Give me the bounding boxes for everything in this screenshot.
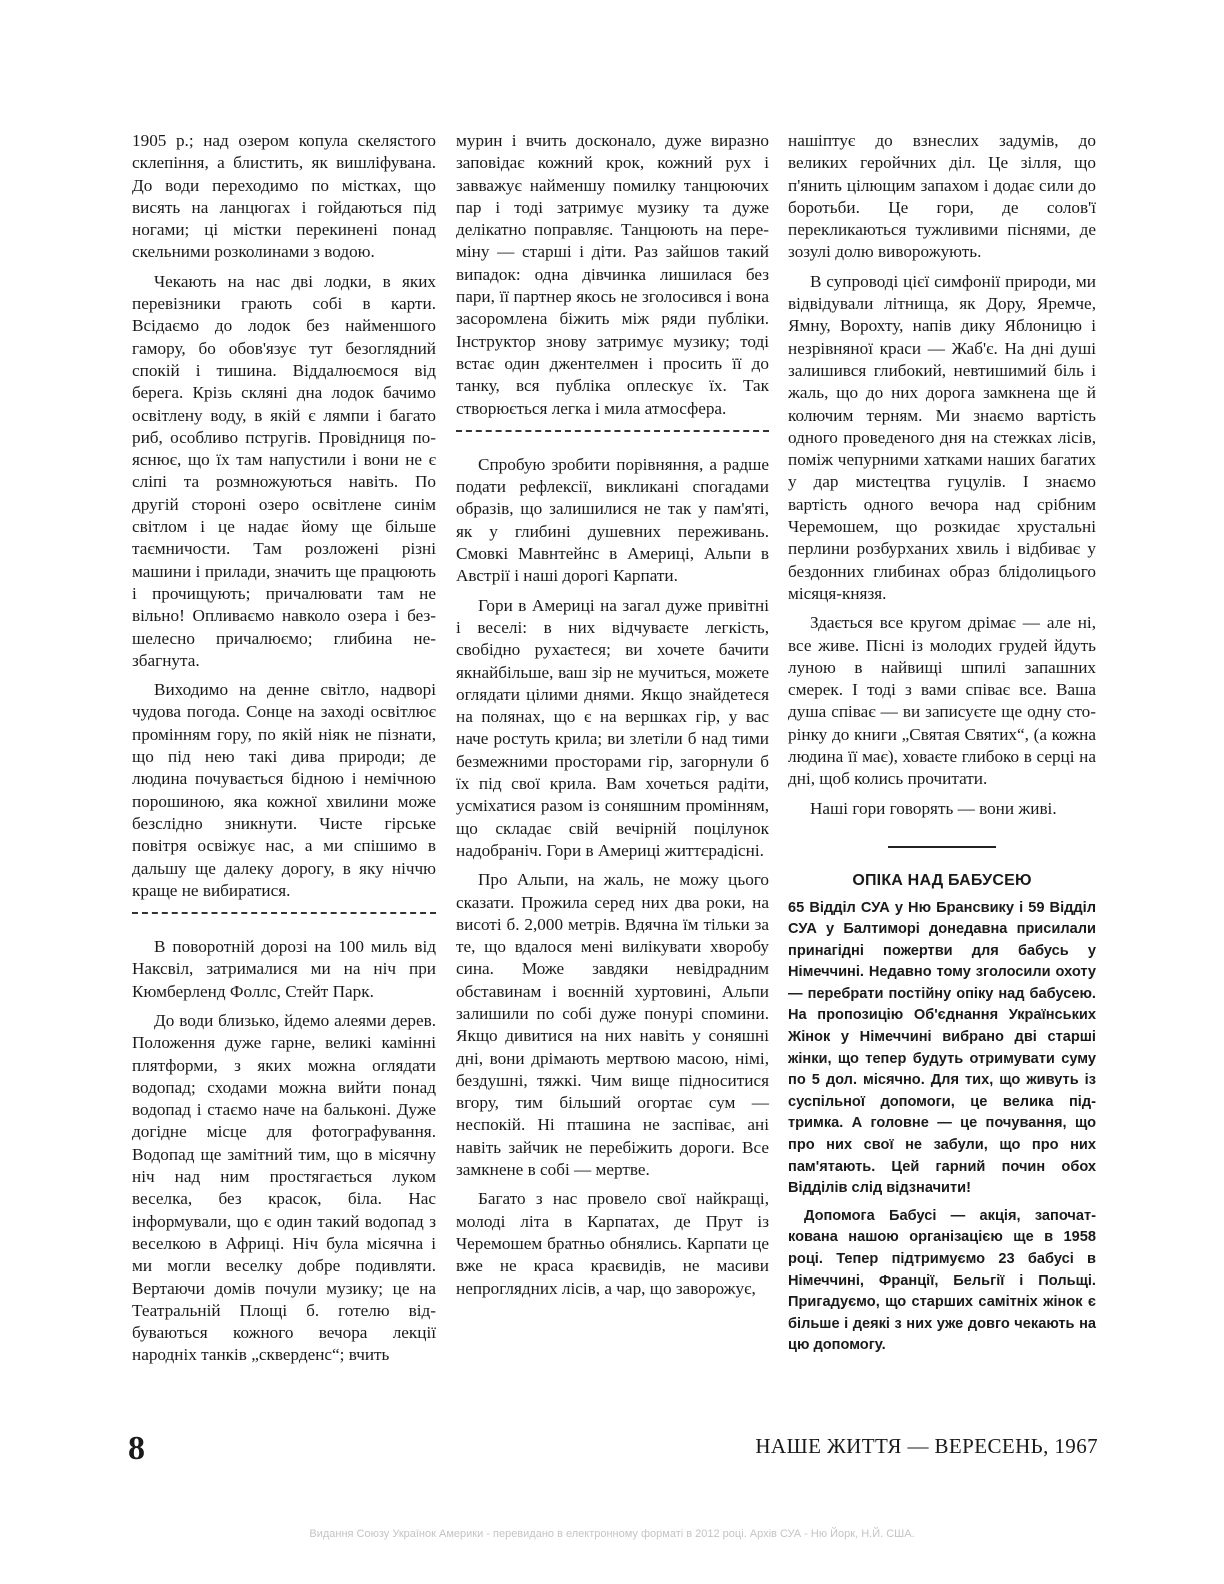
article-paragraph: Виходимо на денне світло, надворі чудова погода. Сонце на заході освітлює промінням гору, по якій ніяк не пізнати, що під нею такі дива природи; де людина почувається бідною і немічною порошиною, яка кожної хвилини може безслідно зникнути. Чисте гірське повітря освіжує нас, а ми спішимо в дальшу ще далеку дорогу, в яку ніччю краще не вибиратися.	[132, 680, 436, 900]
article-paragraph: Про Альпи, на жаль, не можу цього сказати. Прожила серед них два роки, на висоті б. 2,000 метрів. Вдячна їм тільки за те, що вдалося мені вилікувати хворобу сина. Може завдяки невідрадним обставинам і воєнній хуртовині, Альпи залишили по собі дуже понурі спомини. Якщо дивитися на них навіть у соняшні дні, вони дрімають мертвою масою, німі, бездушні, тяжкі. Чим вище підноситися вгору, тим більший огортає сум — неспокій. Ні пташина не заспіває, ані навіть зайчик не перебіжить дороги. Все замкнене в собі — мертве.	[456, 870, 769, 1180]
notice-paragraph: Допомога Бабусі — акція, започаткована нашою організацією ще в 1958 році. Тепер підтримуємо 23 бабусі в Німеччині, Франції, Бельгії і Польщі. Пригадуємо, що старших самітніх жінок є більше і деякі з них уже довго чекають на цю допомогу.	[788, 1207, 1096, 1354]
article-paragraph: До води близько, йдемо алеями дерев. Положення дуже гарне, великі камінні плятформи, з яких можна оглядати водопад; сходами можна вийти понад водопад і стаємо наче на бальконі. Дуже догідне місце для фотографування. Водопад ще замітний тим, що в місячну ніч над ним простягається луком веселка, без красок, біла. Нас інформували, що є один такий водопад з веселкою в Африці. Ніч була місячна і ми могли веселку добре подивляти. Вертаючи домів почули музику; це на Театральній Площі б. готелю відбуваються кожного вечора лекції народніх танків „скверденс“; вчить	[132, 1010, 436, 1365]
article-paragraph: В поворотній дорозі на 100 миль від Наксвіл, затрималися ми на ніч при Кюмберленд Фоллс, Стейт Парк.	[132, 937, 436, 1001]
article-paragraph: Здається все кругом дрімає — але ні, все живе. Пісні із молодих грудей йдуть луною в найвищі шпилі запашних смерек. І тоді з вами співає все. Ваша душа співає — ви записуєте ще одну сторінку до книги „Святая Святих“, (а кожна людина її має), ховаєте глибоко в серці на дні, щоб колись прочитати.	[788, 613, 1096, 789]
section-separator	[132, 912, 436, 914]
page-number: 8	[128, 1430, 145, 1467]
article-paragraph: Спробую зробити порівняння, а радше подати рефлексії, викликані спогадами образів, що залишилися не так у пам'яті, як у глибині душевних переживань. Смовкі Мавнтейнс в Америці, Альпи в Австрії і наші дорогі Карпати.	[456, 454, 769, 586]
article-paragraph: нашіптує до взнеслих задумів, до великих геройчних діл. Це зілля, що п'янить цілющим запахом і додає сили до боротьби. Це гори, де солов'ї перекликаються тужливими піснями, де зозулі долю виворожують.	[788, 131, 1096, 262]
article-paragraph: Гори в Америці на загал дуже привітні і веселі: в них відчуваєте легкість, свобідно рухаєтеся; ви хочете бачити якнайбільше, ваш зір не мучиться, можете оглядати цілими днями. Якщо знайдетеся на полянах, що є на вершках гір, у вас наче ростуть крила; ви злетіли б над тими безмежними просторами гір, загорнули б їх під свої крила. Вам хочеться радіти, усміхатися разом із соняшним промінням, що складає свій вечірній поцілунок надобраніч. Гори в Америці життєрадісні.	[456, 595, 769, 860]
notice-heading: ОПІКА НАД БАБУСЕЮ	[852, 871, 1032, 889]
article-end-rule	[888, 846, 996, 848]
article-paragraph: Багато з нас провело свої найкращі, молоді літа в Карпатах, де Прут із Черемошем братньо обнялись. Карпати це вже не краса краєвидів, не масиви непроглядних лісів, а чар, що заворожує,	[456, 1189, 769, 1298]
article-column-3	[788, 130, 1096, 1363]
article-column-2	[456, 130, 769, 1307]
article-paragraph: В супроводі цієї симфонії природи, ми відвідували літнища, як Дору, Яремче, Ямну, Ворохту, напів дику Яблоницю і незрівняної краси — Жаб'є. На дні душі залишився глибокий, невтишимий біль і жаль, що до них дорога замкнена ще й колючим терням. Ми знаємо вартість одного проведеного дня на стежках лісів, поміж чепурними хатками наших багатих у дар мистецтва гуцулів. І знаємо вартість одного вечора над срібним Черемошем, що розкидає хрустальні перлини розбурханих хвиль і відбиває у бездонних глибинах образ блідолицього місяця-князя.	[788, 271, 1096, 603]
article-paragraph: 1905 р.; над озером копула скелястого склепіння, а блистить, як вишліфувана. До води переходимо по містках, що висять на ланцюгах і гойдаються під ногами; ці містки перекинені понад скельними розколинами з водою.	[132, 131, 436, 262]
notice-box	[788, 870, 1096, 1357]
article-paragraph: мурин і вчить досконало, дуже виразно заповідає кожний крок, кожний рух і завважує найменшу помилку танцюючих пар і тоді затримує музику та дуже делікатно поправляє. Танцюють на переміну –– старші і діти. Раз зайшов такий випадок: одна дівчинка лишилася без пари, її партнер якось не зголосився і вона засоромлена біжить між ряди публіки. Інструктор знову затримує музику; тоді встає один джентелмен і просить її до танку, вся публіка оплескує їх. Так створюється легка і мила атмосфера.	[456, 131, 769, 418]
notice-paragraph: 65 Відділ СУА у Ню Брансвику і 59 Відділ СУА у Балтиморі донедавна присилали принагідні пожертви для бабусь у Німеччині. Недавно тому зголосили охоту — перебрати постійну опіку над бабусею. На пропозицію Об'єднання Українських Жінок у Німеччині вибрано дві старші жінки, що тепер будуть отримувати суму по 5 дол. місячно. Для тих, що живуть із суспільної допомоги, це велика підтримка. А головне — це почування, що про них свої не забули, що про них пам'ятають. Цей гарний почин обох Відділів слід відзначити!	[788, 899, 1096, 1197]
publication-footer: НАШЕ ЖИТТЯ — ВЕРЕСЕНЬ, 1967	[755, 1434, 1098, 1458]
article-paragraph: Чекають на нас дві лодки, в яких перевізники грають собі в карти. Всідаємо до лодок без найменшого гамору, бо обов'язує тут безоглядний спокій і тишина. Віддалюємося від берега. Крізь скляні дна лодок бачимо освітлену воду, в якій є лямпи і багато риб, особливо пстругів. Провідниця пояснює, що їх там напустили і вони не є сліпі та розмножуються навіть. По другій стороні озеро освітлене синім світлом і це надає йому ще більше таємничости. Там розложені різні машини і прилади, значить ще працюють і прочищують; причалювати там не вільно! Опливаємо навколо озера і безшелесно причалюємо; глибина незбагнута.	[132, 271, 436, 670]
section-separator	[456, 430, 769, 432]
archive-credit: Видання Союзу Українок Америки - перевидано в електронному форматі в 2012 році. Архів СУА - Ню Йорк, Н.Й. США.	[309, 1528, 915, 1540]
article-column-1	[132, 130, 436, 1374]
article-paragraph: Наші гори говорять — вони живі.	[810, 798, 1057, 818]
